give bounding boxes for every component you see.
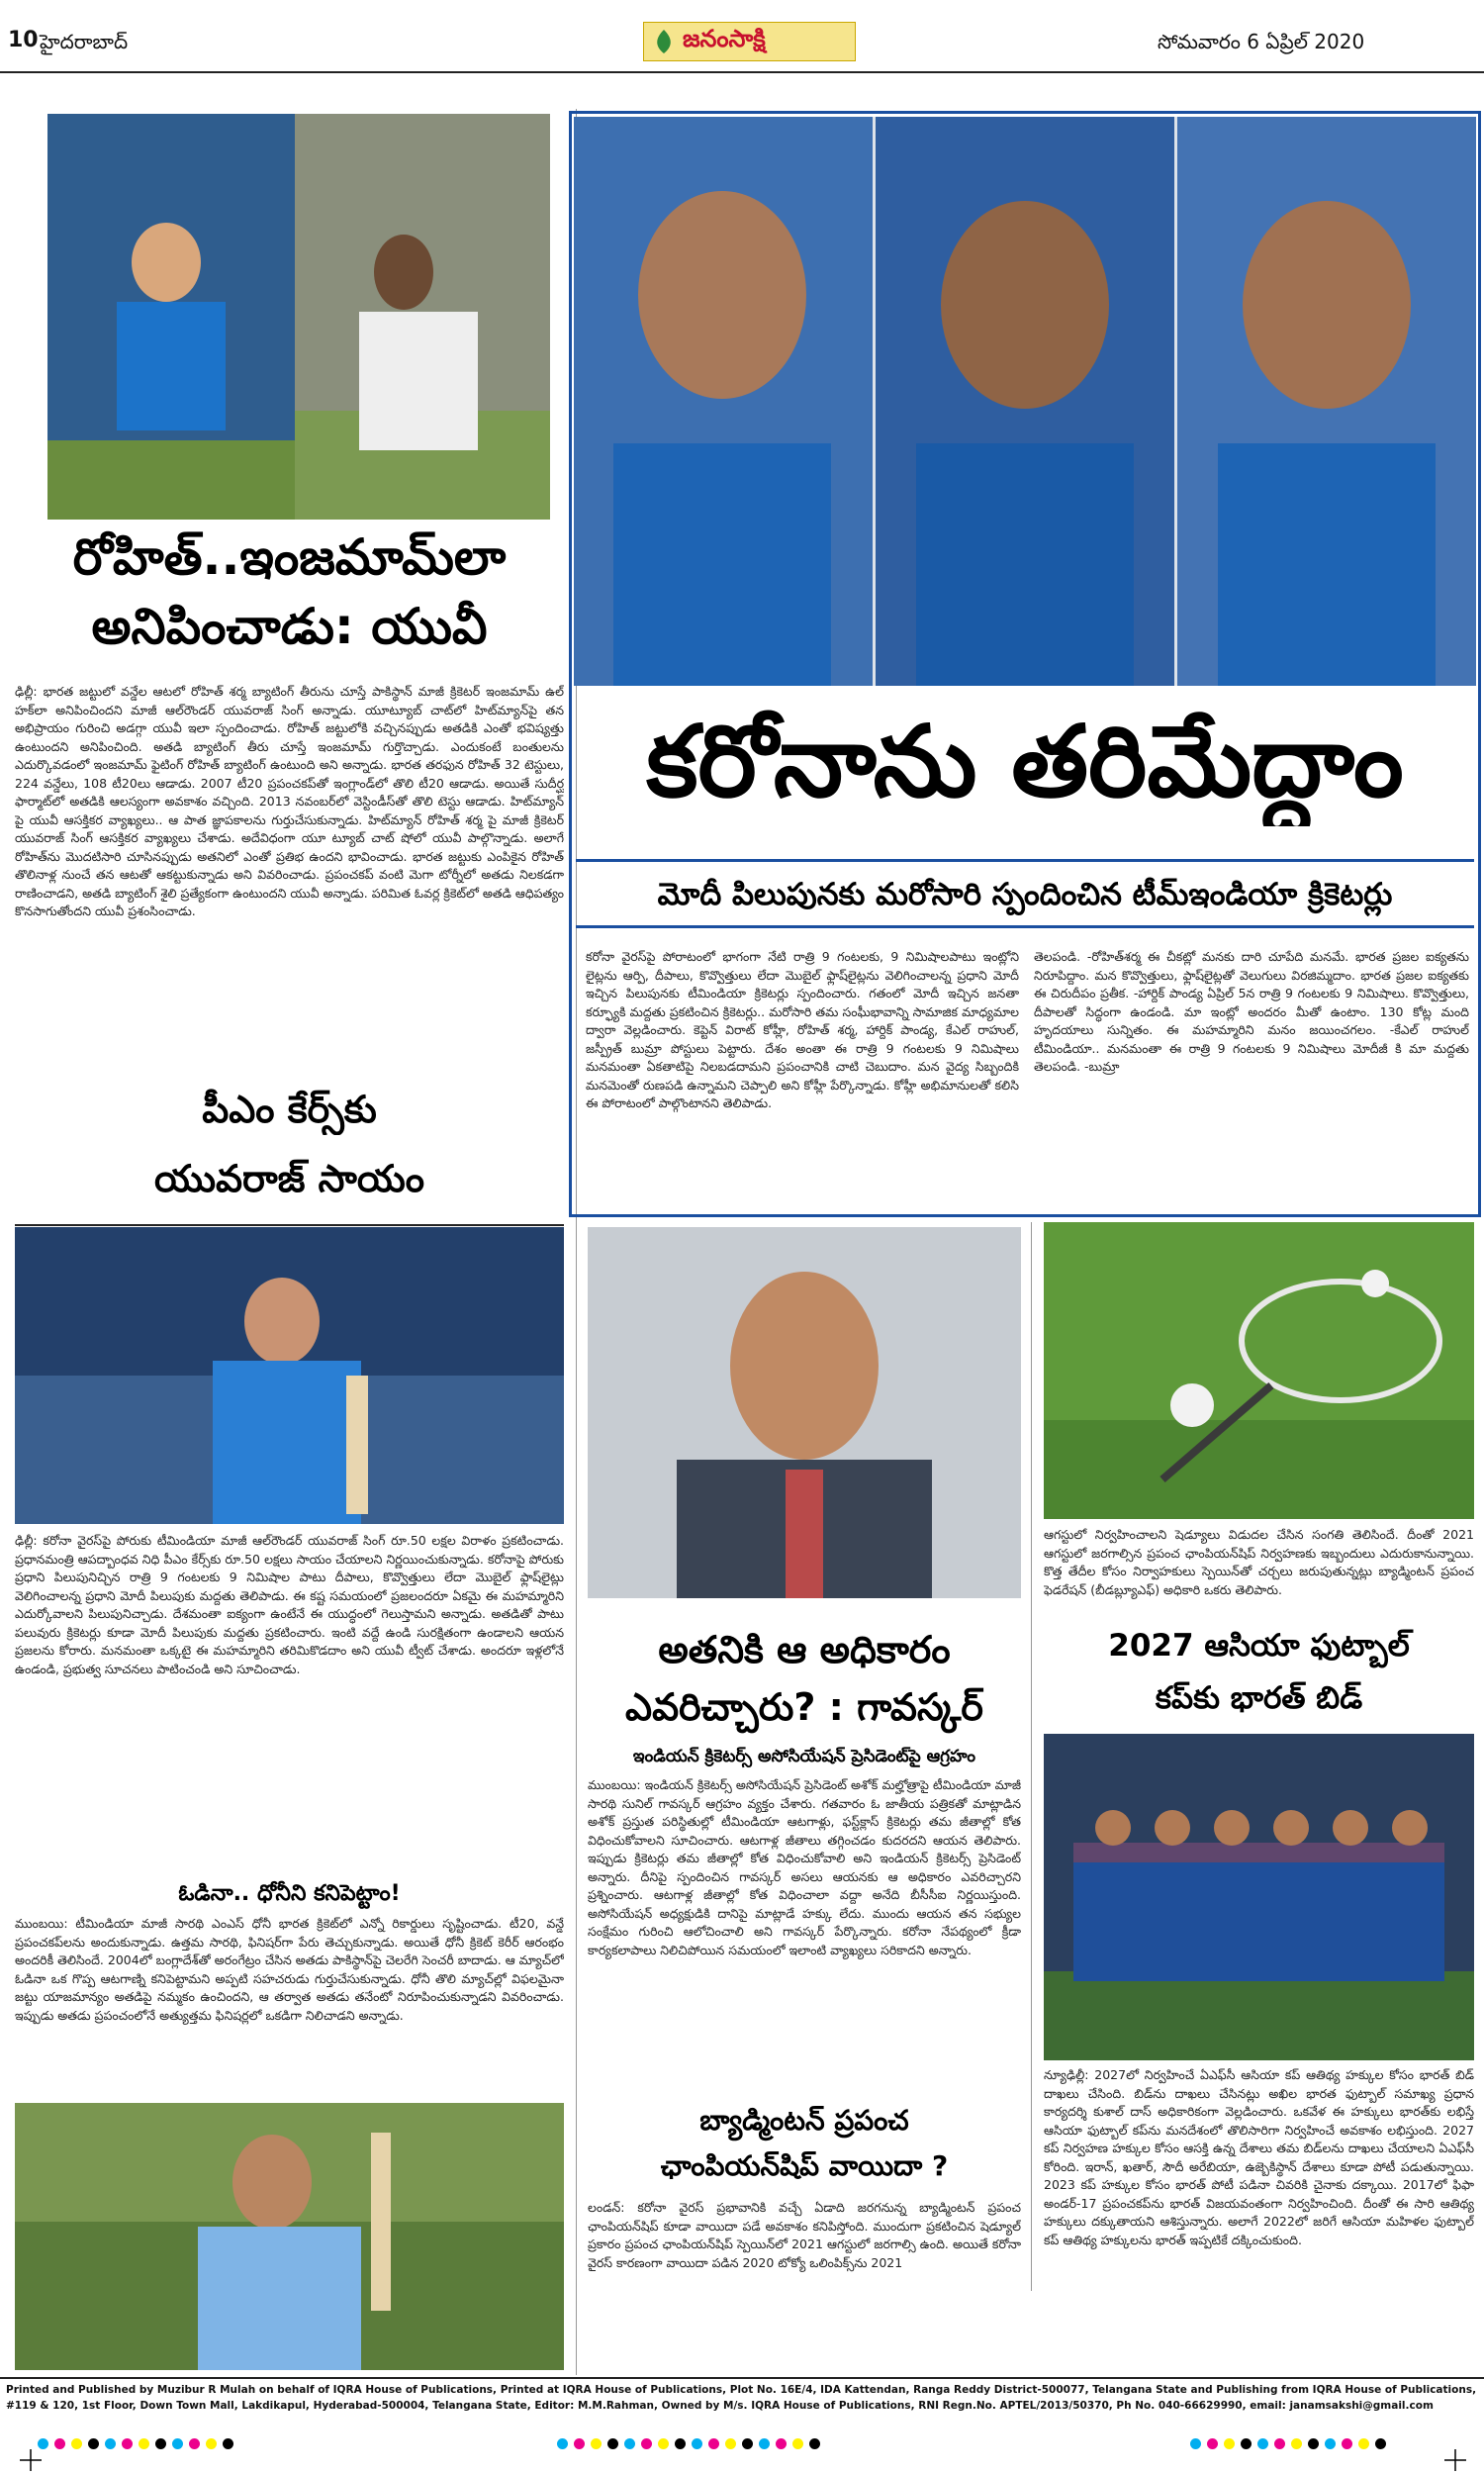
gavaskar-photo [588,1227,1021,1598]
football-headline-line1: 2027 ఆసియా ఫుట్బాల్‌ [1108,1628,1410,1664]
yuvraj-story-body: ఢిల్లీ: కరోనా వైరస్‌పై పోరుకు టీమిండియా మాజీ ఆల్‌రౌండర్‌ యువరాజ్‌ సింగ్‌ రూ.50 లక్షల విరాళం ప్రకటించాడు. ప్రధానమంత్రి ఆపద్బాంధవ నిధి పీఎం కేర్స్‌కు రూ.50 లక్షలు సాయం చేయాలని నిర్ణయించుకున్నాడు. కరోనాపై పోరుకు ప్రధాని పిలుపునిచ్చిన రాత్రి 9 గంటలకు 9 నిమిషాల పాటు దీపాలు, కొవ్వొత్తులు లేదా మొబైల్‌ ఫ్లాష్‌లైట్లు వెలిగించాలన్న ప్రధాని మోదీ పిలుపుకు మద్దతు తెలిపాడు. ఈ కష్ట సమయంలో ప్రజలందరూ ఏకమై ఈ మహమ్మారిని ఎదుర్కోవాలని పిలుపునిచ్చాడు. దేశమంతా ఐక్యంగా ఉంటేనే ఈ యుద్ధంలో గెలుస్తామని అన్నాడు. అతడితో పాటు పలువురు క్రికెటర్లు కూడా మోదీ పిలుపుకు మద్దతు ప్రకటించారు. ఇంటి వద్దే ఉండి సురక్షితంగా ఉండాలని ఆయన ప్రజలను కోరారు. మనమంతా ఒక్కటై ఈ మహమ్మారిని తరిమికొడదాం అని యువీ ట్వీట్‌ చేశాడు. అందరూ ఇళ్లలోనే ఉండండి, ప్రభుత్వ సూచనలు పాటించండి అని సూచించాడు. [15,1533,564,1676]
rohit-headline-line1: రోహిత్..ఇంజమామ్‌లా [72,528,507,586]
gavaskar-subheadline: ఇండియన్‌ క్రికెటర్స్‌ అసోసియేషన్‌ ప్రెసిడెంట్‌పై ఆగ్రహం [632,1747,976,1766]
yuvraj-rule [15,1224,564,1226]
dhoni-story-body: ముంబయి: టీమిండియా మాజీ సారథి ఎంఎస్‌ ధోనీ భారత క్రికెట్‌లో ఎన్నో రికార్డులు సృష్టించాడు. టీ20, వన్డే ప్రపంచకప్‌లను అందుకున్నాడు. ఉత్తమ సారథి, ఫినిషర్‌గా పేరు తెచ్చుకున్నాడు. అయితే ధోనీ క్రికెట్‌ కెరీర్‌ ఆరంభం అందరికీ తెలిసిందే. 2004లో బంగ్లాదేశ్‌తో అరంగేట్రం చేసిన అతడు పాకిస్థాన్‌పై చెలరేగి సెంచరీ బాదాడు. ఆ మ్యాచ్‌లో ఓడినా ఒక గొప్ప ఆటగాణ్ని కనిపెట్టామని అప్పటి సహచరుడు గుర్తుచేసుకున్నాడు. ధోనీ తొలి మ్యాచ్‌ల్లో విఫలమైనా జట్టు యాజమాన్యం అతడిపై నమ్మకం ఉంచిందని, ఆ తర్వాత అతడు తనేంటో నిరూపించుకున్నాడని వివరించాడు. ఇప్పుడు అతడు ప్రపంచంలోనే అత్యుత్తమ ఫినిషర్లలో ఒకడిగా నిలిచాడని అన్నాడు. [15,1916,564,2023]
badminton-story-body: లండన్‌: కరోనా వైరస్‌ ప్రభావానికి వచ్చే ఏడాది జరగనున్న బ్యాడ్మింటన్‌ ప్రపంచ ఛాంపియన్‌షిప్‌ కూడా వాయిదా పడే అవకాశం కనిపిస్తోంది. ముందుగా ప్రకటించిన షెడ్యూల్‌ ప్రకారం ప్రపంచ ఛాంపియన్‌షిప్‌ స్పెయిన్‌లో 2021 ఆగస్టులో జరగాల్సి ఉంది. అయితే కరోనా వైరస్‌ కారణంగా వాయిదా పడిన 2020 టోక్యో ఒలింపిక్స్‌ను 2021 [588,2200,1021,2270]
yuvraj-headline-line2: యువరాజ్‌ సాయం [154,1157,424,1200]
page-header [0,0,1484,74]
badminton-story-continued: ఆగస్టులో నిర్వహించాలని షెడ్యూలు విడుదల చేసిన సంగతి తెలిసిందే. దీంతో 2021 ఆగస్టులో జరగాల్సిన ప్రపంచ ఛాంపియన్‌షిప్‌ నిర్వహణకు ఇబ్బందులు ఎదురుకానున్నాయి. కొత్త తేదీల కోసం నిర్వాహకులు స్పెయిన్‌తో చర్చలు జరుపుతున్నట్లు బ్యాడ్మింటన్‌ ప్రపంచ ఫెడరేషన్‌ (బీడబ్ల్యూఎఫ్‌) అధికారి ఒకరు తెలిపారు. [1044,1527,1474,1597]
football-headline-line2: కప్‌కు భారత్‌ బిడ్‌ [1155,1680,1363,1716]
imprint-line-2: #119 & 120, 1st Floor, Down Town Mall, Lakdikapul, Hyderabad-500004, Telangana State, Editor: M.M.Rahman, Owned by M/s. IQRA House of Publications, RNI Regn.No. APTEL/2013/50370, Ph No. 040-66629990, email: janamsakshi@gmail.com [6,2400,1434,2412]
indian-football-team-photo [1044,1734,1474,2060]
rohit-inzamam-photo [47,114,550,520]
page-number: 10 [8,28,39,52]
right-column-divider [1031,1222,1032,2291]
issue-date: సోమవారం 6 ఏప్రిల్ 2020 [1158,30,1365,53]
dhoni-headline: ఓడినా.. ధోనీని కనిపెట్టాం! [178,1881,401,1906]
corona-subheadline: మోదీ పిలుపునకు మరోసారి స్పందించిన టీమ్‌ఇండియా క్రికెటర్లు [657,877,1393,912]
cricketers-trio-photo [574,117,1476,686]
dhoni-photo [15,2103,564,2370]
color-registration-bar-right [1187,2434,1389,2450]
badminton-headline-line2: ఛాంపియన్‌షిప్‌ వాయిదా ? [660,2149,949,2182]
football-story-body: న్యూఢిల్లీ: 2027లో నిర్వహించే ఏఎఫ్‌సీ ఆసియా కప్‌ ఆతిథ్య హక్కుల కోసం భారత్‌ బిడ్‌ దాఖలు చేసింది. బిడ్‌ను దాఖలు చేసినట్లు అఖిల భారత ఫుట్బాల్‌ సమాఖ్య ప్రధాన కార్యదర్శి కుశాల్‌ దాస్‌ అధికారికంగా వెల్లడించారు. ఒకవేళ ఈ హక్కులు భారత్‌కు లభిస్తే ఆసియా ఫుట్బాల్‌ కప్‌ను మనదేశంలో తొలిసారిగా నిర్వహించే అవకాశం లభిస్తుంది. 2027 కప్‌ నిర్వహణ హక్కుల కోసం ఆసక్తి ఉన్న దేశాలు తమ బిడ్‌లను దాఖలు చేయాలని ఏఎఫ్‌సీ కోరింది. ఇరాన్‌, ఖతార్‌, సౌదీ అరేబియా, ఉజ్బెకిస్థాన్‌ దేశాలు కూడా పోటీ పడుతున్నాయి. 2023 కప్‌ హక్కుల కోసం భారత్‌ పోటీ పడినా చివరికి చైనాకు దక్కాయి. 2017లో ఫిఫా అండర్‌-17 ప్రపంచకప్‌ను భారత్‌ విజయవంతంగా నిర్వహించింది. దీంతో ఈ సారి ఆతిథ్య హక్కులు దక్కుతాయని ఆశిస్తున్నారు. అలాగే 2022లో జరిగే ఆసియా మహిళల ఫుట్బాల్‌ కప్‌ ఆతిథ్య హక్కులను భారత్‌ ఇప్పటికే దక్కించుకుంది. [1044,2067,1474,2247]
gavaskar-headline-line2: ఎవరిచ్చారు? : గావస్కర్‌ [625,1685,983,1729]
footer-rule [0,2377,1484,2379]
yuvraj-headline-line1: పీఎం కేర్స్‌కు [202,1088,377,1131]
header-rule [0,71,1484,73]
rohit-headline-line2: అనిపించాడు: యువీ [91,598,488,655]
masthead-title: జనంసాక్షి [683,25,766,52]
color-registration-bar-center [554,2434,823,2450]
corona-story-body-col1: కరోనా వైరస్‌పై పోరాటంలో భాగంగా నేటి రాత్రి 9 గంటలకు, 9 నిమిషాలపాటు ఇంట్లోని లైట్లను ఆర్పి, దీపాలు, కొవ్వొత్తులు లేదా మొబైల్‌ ఫ్లాష్‌లైట్లను వెలిగించాలన్న ప్రధాని మోదీ ఇచ్చిన పిలుపునకు టీమిండియా క్రికెటర్లు స్పందించారు. గతంలో మోదీ ఇచ్చిన జనతా కర్ఫ్యూకి మద్దతు ప్రకటించిన క్రికెటర్లు.. మరోసారి తమ సంఘీభావాన్ని సామాజిక మాధ్యమాల ద్వారా వెల్లడించారు. కెప్టెన్‌ విరాట్‌ కోహ్లీ, రోహిత్‌ శర్మ, హార్దిక్‌ పాండ్య, కేఎల్‌ రాహుల్‌, జస్ప్రీత్‌ బుమ్రా పోస్టులు పెట్టారు. దేశం అంతా ఈ రాత్రి 9 గంటలకు 9 నిమిషాలు మనమంతా ఏకతాటిపై నిలబడదామని ప్రపంచానికి చాటి చెబుదాం. మన వైద్య సిబ్బందికి మనమెంతో రుణపడి ఉన్నామని చెప్పాలి అని కోహ్లీ పేర్కొన్నాడు. కోహ్లీ అభిమానులతో కలిసి ఈ పోరాటంలో పాల్గొంటానని తెలిపాడు. [586,949,1019,1110]
gavaskar-headline-line1: అతనికి ఆ అధికారం [658,1628,951,1671]
yuvraj-photo [15,1227,564,1524]
gavaskar-story-body: ముంబయి: ఇండియన్‌ క్రికెటర్స్‌ అసోసియేషన్‌ ప్రెసిడెంట్‌ అశోక్‌ మల్హోత్రాపై టీమిండియా మాజీ సారథి సునిల్‌ గావస్కర్‌ ఆగ్రహం వ్యక్తం చేశారు. గతవారం ఓ జాతీయ పత్రికతో మాట్లాడిన అశోక్‌ ప్రస్తుత పరిస్థితుల్లో టీమిండియా ఆటగాళ్లు, ఫస్ట్‌క్లాస్‌ క్రికెటర్లు తమ జీతాల్లో కోత విధించుకోవాలని సూచించారు. ఆటగాళ్ల జీతాలు తగ్గించడం కుదరదని ఆయన తెలిపారు. ఇప్పుడు క్రికెటర్లు తమ జీతాల్లో కోత విధించుకోవాలి అని ఇండియన్‌ క్రికెటర్స్‌ ప్రెసిడెంట్‌ అన్నారు. దీనిపై స్పందించిన గావస్కర్‌ అసలు ఆయనకు ఆ అధికారం ఎవరిచ్చారని ప్రశ్నించారు. ఆటగాళ్ల జీతాల్లో కోత విధించాలా వద్దా అనేది బీసీసీఐ నిర్ణయిస్తుంది. అసోసియేషన్‌ అధ్యక్షుడికి దానిపై మాట్లాడే హక్కు లేదు. ముందు ఆయన తన సభ్యుల సంక్షేమం గురించి ఆలోచించాలి అని గావస్కర్‌ పేర్కొన్నారు. కరోనా నేపథ్యంలో క్రీడా కార్యకలాపాలు నిలిచిపోయిన సమయంలో ఇలాంటి వ్యాఖ్యలు సరికాదని అన్నారు. [588,1777,1021,1957]
badminton-headline-line1: బ్యాడ్మింటన్‌ ప్రపంచ [699,2104,909,2137]
color-registration-bar-left [35,2434,236,2450]
imprint-line-1: Printed and Published by Muzibur R Mulah on behalf of IQRA House of Publications, Printed at IQRA House of Publications, Plot No. 16E/4, IDA Kattendan, Ranga Reddy District-500077, Telangana State and Publishing from IQRA House of Publications, [6,2384,1477,2396]
crop-mark-left-icon [20,2449,42,2471]
corona-story-body-col2: తెలపండి. -రోహిత్‌శర్మ ఈ చీకట్లో మనకు దారి చూపేది మనమే. భారత ప్రజల ఐక్యతను నిరూపిద్దాం. మన కొవ్వొత్తులు, ఫ్లాష్‌లైట్లతో వెలుగులు విరజిమ్మదాం. భారత ప్రజల ఐక్యతకు ఈ చిరుదీపం ప్రతీక. -హార్దిక్‌ పాండ్య ఏప్రిల్‌ 5న రాత్రి 9 గంటలకు 9 నిమిషాలు. కొవ్వొత్తులు, దీపాలతో సిద్ధంగా ఉండండి. మా ఇంట్లో అందరం మీతో ఉంటాం. 130 కోట్ల మంది హృదయాలు సున్నితం. ఈ మహమ్మారిని మనం జయించగలం. -కేఎల్‌ రాహుల్‌ టీమిండియా.. మనమంతా ఈ రాత్రి 9 గంటలకు 9 నిమిషాలు మోదీజీ కి మా మద్దతు తెలపండి. -బుమ్రా [1034,949,1469,1074]
crop-mark-right-icon [1444,2449,1466,2471]
corona-headline: కరోనాను తరిమేద్దాం [646,704,1404,819]
badminton-racket-photo [1044,1222,1474,1519]
rohit-story-body: ఢిల్లీ: భారత జట్టులో వన్డేల ఆటలో రోహిత్‌ శర్మ బ్యాటింగ్‌ తీరును చూస్తే పాకిస్థాన్‌ మాజీ క్రికెటర్‌ ఇంజమామ్‌ ఉల్‌ హక్‌లా అనిపించిందని మాజీ ఆల్‌రౌండర్‌ యువరాజ్‌ సింగ్‌ అన్నాడు. యూట్యూబ్‌ చాట్‌లో హిట్‌మ్యాన్‌పై తన అభిప్రాయం గురించి అడగ్గా యువీ ఇలా స్పందించాడు. రోహిత్‌ జట్టులోకి వచ్చినప్పుడు అతడికి ఎంతో భవిష్యత్తు ఉంటుందని అనిపించింది. అతడి బ్యాటింగ్‌ తీరు చూస్తే ఇంజమామ్‌ గుర్తొచ్చాడు. ఎందుకంటే బంతులను ఎదుర్కొవడంలో ఇంజమామ్‌ ఫైటింగ్‌ రోహిత్‌ బ్యాటింగ్‌ ఉంటుంది అని అన్నాడు. భారత తరఫున రోహిత్‌ 32 టెస్టులు, 224 వన్డేలు, 108 టీ20లు ఆడాడు. 2007 టీ20 ప్రపంచకప్‌తో ఇంగ్లాండ్‌లో తొలి టీ20 ఆడాడు. అయితే సుదీర్ఘ ఫార్మాట్‌లో అతడికి ఆలస్యంగా అవకాశం వచ్చింది. 2013 నవంబర్‌లో వెస్టిండీస్‌తో తొలి టెస్టు ఆడాడు. హిట్‌మ్యాన్‌ పై యువీ ఆసక్తికర వ్యాఖ్యలు.. ఆ పాత జ్ఞాపకాలను గుర్తుచేసుకున్నాడు. హిట్‌మ్యాన్‌ రోహిత్‌ శర్మ పై మాజీ క్రికెటర్‌ యువరాజ్‌ సింగ్‌ ఆసక్తికర వ్యాఖ్యలు చేశాడు. అదేవిధంగా యూ ట్యూబ్‌ చాట్‌ షోలో యువీ పాల్గొన్నాడు. అలాగే రోహిత్‌ను మొదటిసారి చూసినప్పుడు అతనిలో ఎంతో ప్రతిభ ఉందని భావించాడు. భారత జట్టుకు ఎంపికైన రోహిత్‌ తొలినాళ్ల నుంచే తన ఆటతో ఆకట్టుకున్నాడు అని వివరించాడు. ప్రపంచకప్‌ వంటి మెగా టోర్నీలో అతడు నిలకడగా రాణించాడని, అతడి బ్యాటింగ్‌ శైలి ప్రత్యేకంగా ఉంటుందని యువీ అన్నాడు. పరిమిత ఓవర్ల క్రికెట్‌లో అతడి ఆధిపత్యం కొనసాగుతోందని యువీ ప్రశంసించాడు. [15,684,564,918]
city-name: హైదరాబాద్ [40,30,129,53]
masthead-logo-icon [651,28,677,55]
